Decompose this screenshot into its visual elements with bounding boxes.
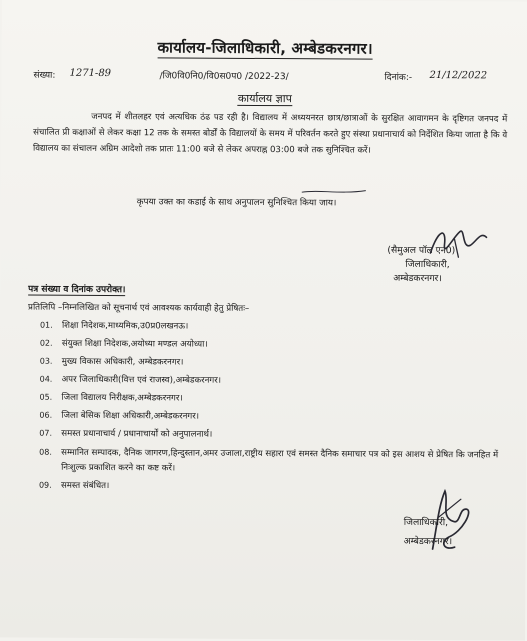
list-item-text: सम्मानित सम्पादक, दैनिक जागरण,हिन्दुस्तान,अमर उजाला,राष्ट्रीय सहारा एवं समस्त दैनिक समाचार पत्र को इस आशय से प्रेषित कि जनहित में निःशुल्क प्रकाशित करने का कष्ट करें। xyxy=(61,447,499,474)
body-paragraph: जनपद में शीतलहर एवं अत्यधिक ठंढ पड रही है। विद्यालय में अध्ययनरत छात्र/छात्राओं के सुरक्षित आवागमन के दृष्टिगत जनपद में संचालित प्री कक्षाओं से लेकर कक्षा 12 तक के समस्त बोर्डों के विद्यालयों के समय में परिवर्तन करते हुए संस्था प्रधानाचार्य को निर्देशित किया जाता है कि वे विद्यालय का संचालन अग्रिम आदेशो तक प्रातः 11:00 बजे से लेकर अपराह्न 03:00 बजे तक सुनिश्चित करें। xyxy=(33,111,508,156)
copy-intro: प्रतिलिपि –निम्नलिखित को सूचनार्थ एवं आवश्यक कार्यवाही हेतु प्रेषितः– xyxy=(28,302,250,314)
list-item-number: 09. xyxy=(38,480,52,490)
list-item xyxy=(39,427,212,440)
list-item xyxy=(39,391,182,404)
list-item xyxy=(40,373,221,386)
directive-text: कृपया उक्त का कडाई के साथ अनुपालन सुनिश्चित किया जाय। xyxy=(136,197,337,209)
list-item-number: 06. xyxy=(39,410,53,420)
list-item xyxy=(39,409,199,422)
signatory-designation: जिलाधिकारी, xyxy=(405,258,450,271)
footer-designation: जिलाधिकारी, xyxy=(403,516,449,529)
list-item-text: जिला बेसिक शिक्षा अधिकारी,अम्बेडकरनगर। xyxy=(61,410,200,422)
ref-label: संख्या: xyxy=(33,70,56,81)
list-item-text: शिक्षा निदेशक,माध्यमिक,उ0प्र0लखनऊ। xyxy=(61,320,189,332)
list-item xyxy=(40,337,208,350)
list-item xyxy=(40,355,184,368)
list-item-number: 08. xyxy=(39,447,52,457)
list-item-number: 02. xyxy=(39,338,53,348)
list-item-text: अपर जिलाधिकारी(वित्त एवं राजस्व),अम्बेडकरनगर। xyxy=(61,374,222,386)
copy-list xyxy=(38,319,510,492)
letter-reference-text: पत्र संख्या व दिनांक उपरोक्त। xyxy=(28,284,126,296)
memo-title: कार्यालय ज्ञाप xyxy=(237,91,292,106)
list-item xyxy=(39,479,109,491)
list-item-text: जिला विद्यालय निरीक्षक,अम्बेडकरनगर। xyxy=(61,392,183,404)
list-item-number: 01. xyxy=(39,320,53,330)
list-item xyxy=(39,445,501,479)
list-item-number: 07. xyxy=(39,428,53,438)
underline-mark xyxy=(300,186,370,196)
date-label: दिनांक:- xyxy=(384,72,413,83)
office-title: कार्यालय-जिलाधिकारी, अम्बेडकरनगर। xyxy=(157,38,373,58)
signature-scribble xyxy=(424,223,494,263)
list-item-text: मुख्य विकास अधिकारी, अम्बेडकरनगर। xyxy=(61,356,184,368)
list-item-text: समस्त प्रधानाचार्य / प्रधानाचार्यों को अनुपालनार्थ। xyxy=(61,428,213,440)
list-item-number: 05. xyxy=(39,392,53,402)
signatory-name: (सैमुअल पॉल एन0) xyxy=(387,244,456,257)
memo-heading xyxy=(1,89,527,107)
list-item xyxy=(40,319,188,332)
list-item-number: 04. xyxy=(39,374,53,384)
letter-reference xyxy=(28,282,125,296)
list-item-text: संयुक्त शिक्षा निदेशक,अयोध्या मण्डल अयोध्या। xyxy=(61,338,208,350)
footer-place: अम्बेडकरनगर। xyxy=(403,535,453,548)
list-item-text: समस्त संबंधित। xyxy=(60,480,110,492)
list-item-number: 03. xyxy=(39,356,53,366)
ref-number: 1271-89 xyxy=(69,67,112,80)
footer-signature-block xyxy=(404,513,453,551)
signatory-place: अम्बेडकरनगर। xyxy=(393,272,442,285)
date-value: 21/12/2022 xyxy=(429,70,488,82)
office-heading xyxy=(2,36,527,59)
ref-code: /जि0वि0नि0/वि0स0प0 /2022-23/ xyxy=(159,71,289,83)
